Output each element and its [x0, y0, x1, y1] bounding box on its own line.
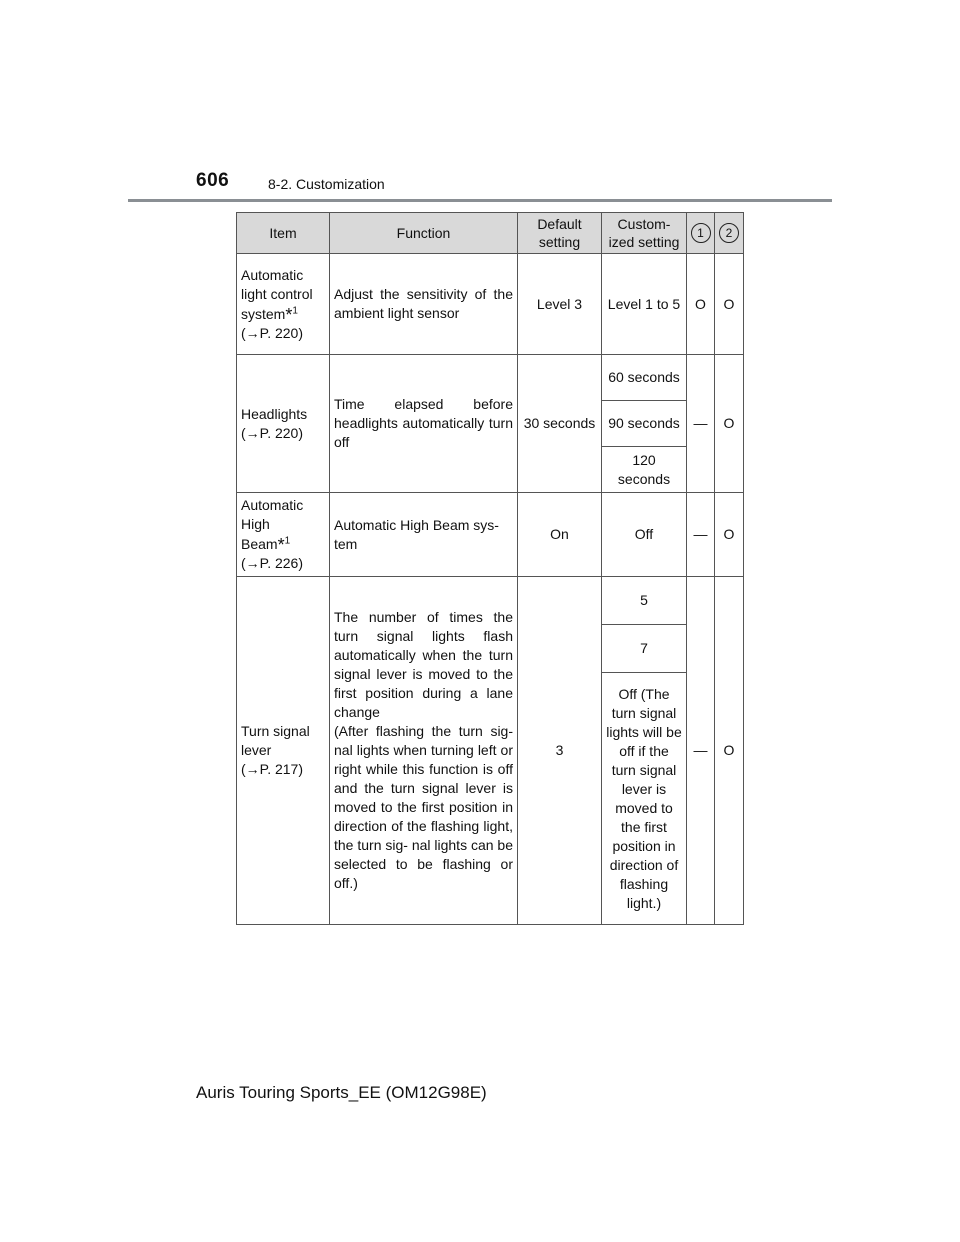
- item-line: Headlights: [241, 405, 308, 422]
- page-reference: (→P. 220): [241, 324, 303, 341]
- function-cell: [330, 577, 518, 925]
- footer-model-name: Auris Touring Sports_EE (OM12G98E): [196, 1083, 487, 1102]
- function-text: The number of times the turn signal lights flash automatically when the turn signal lever is moved to the first position during a lane change: [334, 609, 513, 720]
- item-line: lever: [241, 742, 272, 758]
- customization-table: [236, 212, 744, 925]
- custom-cell: 90 seconds: [602, 401, 687, 447]
- header-col-2: [715, 213, 744, 254]
- table-row: [237, 493, 744, 577]
- header-function: Function: [330, 213, 518, 254]
- item-cell: [237, 493, 330, 577]
- custom-cell: Off (The turn signal lights will be off if the turn signal lever is moved to the first position in direction of flashing light.): [602, 673, 687, 925]
- default-cell: Level 3: [518, 254, 602, 355]
- table-row: [237, 577, 744, 625]
- footnote-marker: 1: [292, 304, 298, 316]
- custom-cell: Off: [602, 493, 687, 577]
- col2-cell: O: [715, 254, 744, 355]
- function-cell: Time elapsed before headlights automatically turn off: [330, 355, 518, 493]
- item-line: High: [241, 516, 270, 532]
- col2-cell: O: [715, 355, 744, 493]
- item-cell: [237, 355, 330, 493]
- asterisk-icon: *: [277, 535, 285, 555]
- col1-cell: —: [687, 577, 715, 925]
- header-item: Item: [237, 213, 330, 254]
- page-reference: (→P. 217): [241, 761, 303, 777]
- function-cell: Adjust the sensitivity of the ambient light sensor: [330, 254, 518, 355]
- circled-two-icon: 2: [719, 223, 739, 243]
- col2-cell: O: [715, 493, 744, 577]
- item-line: light control: [241, 285, 313, 302]
- item-line: system: [241, 305, 286, 322]
- page-number: 606: [196, 170, 230, 191]
- item-cell: [237, 254, 330, 355]
- item-line: Automatic: [241, 266, 304, 283]
- col1-cell: O: [687, 254, 715, 355]
- table-row: [237, 355, 744, 401]
- custom-cell: 5: [602, 577, 687, 625]
- header-default-line1: Default: [537, 216, 582, 232]
- header-custom-line2: ized setting: [608, 234, 680, 250]
- item-line: Beam: [241, 536, 278, 552]
- footnote-marker: 1: [284, 535, 291, 547]
- table-header-row: [237, 213, 744, 254]
- page-reference: (→P. 226): [241, 555, 303, 571]
- custom-cell: Level 1 to 5: [602, 254, 687, 355]
- header-default-setting: [518, 213, 602, 254]
- header-default-line2: setting: [538, 234, 581, 250]
- item-line: Turn signal: [241, 723, 310, 739]
- default-cell: 3: [518, 577, 602, 925]
- header-customized-setting: [602, 213, 687, 254]
- table-row: [237, 254, 744, 355]
- page-reference: (→P. 220): [241, 424, 303, 441]
- section-title: 8-2. Customization: [268, 176, 385, 192]
- function-note: (After flashing the turn sig- nal lights when turning left or right while this function is off and the turn signal lever is moved to the first position in direction of the flashing light, the turn sig- nal lights can be selected to be flashing or off.): [334, 723, 513, 891]
- custom-cell: 120 seconds: [602, 447, 687, 493]
- item-cell: [237, 577, 330, 925]
- custom-cell: 60 seconds: [602, 355, 687, 401]
- asterisk-icon: *: [285, 304, 293, 325]
- default-cell: 30 seconds: [518, 355, 602, 493]
- circled-one-icon: 1: [691, 223, 711, 243]
- col1-cell: —: [687, 355, 715, 493]
- header-col-1: [687, 213, 715, 254]
- col2-cell: O: [715, 577, 744, 925]
- item-line: Automatic: [241, 497, 304, 513]
- default-cell: On: [518, 493, 602, 577]
- header-custom-line1: Custom-: [617, 216, 671, 232]
- custom-cell: 7: [602, 625, 687, 673]
- col1-cell: —: [687, 493, 715, 577]
- header-rule: [128, 199, 832, 202]
- function-cell: Automatic High Beam sys- tem: [330, 493, 518, 577]
